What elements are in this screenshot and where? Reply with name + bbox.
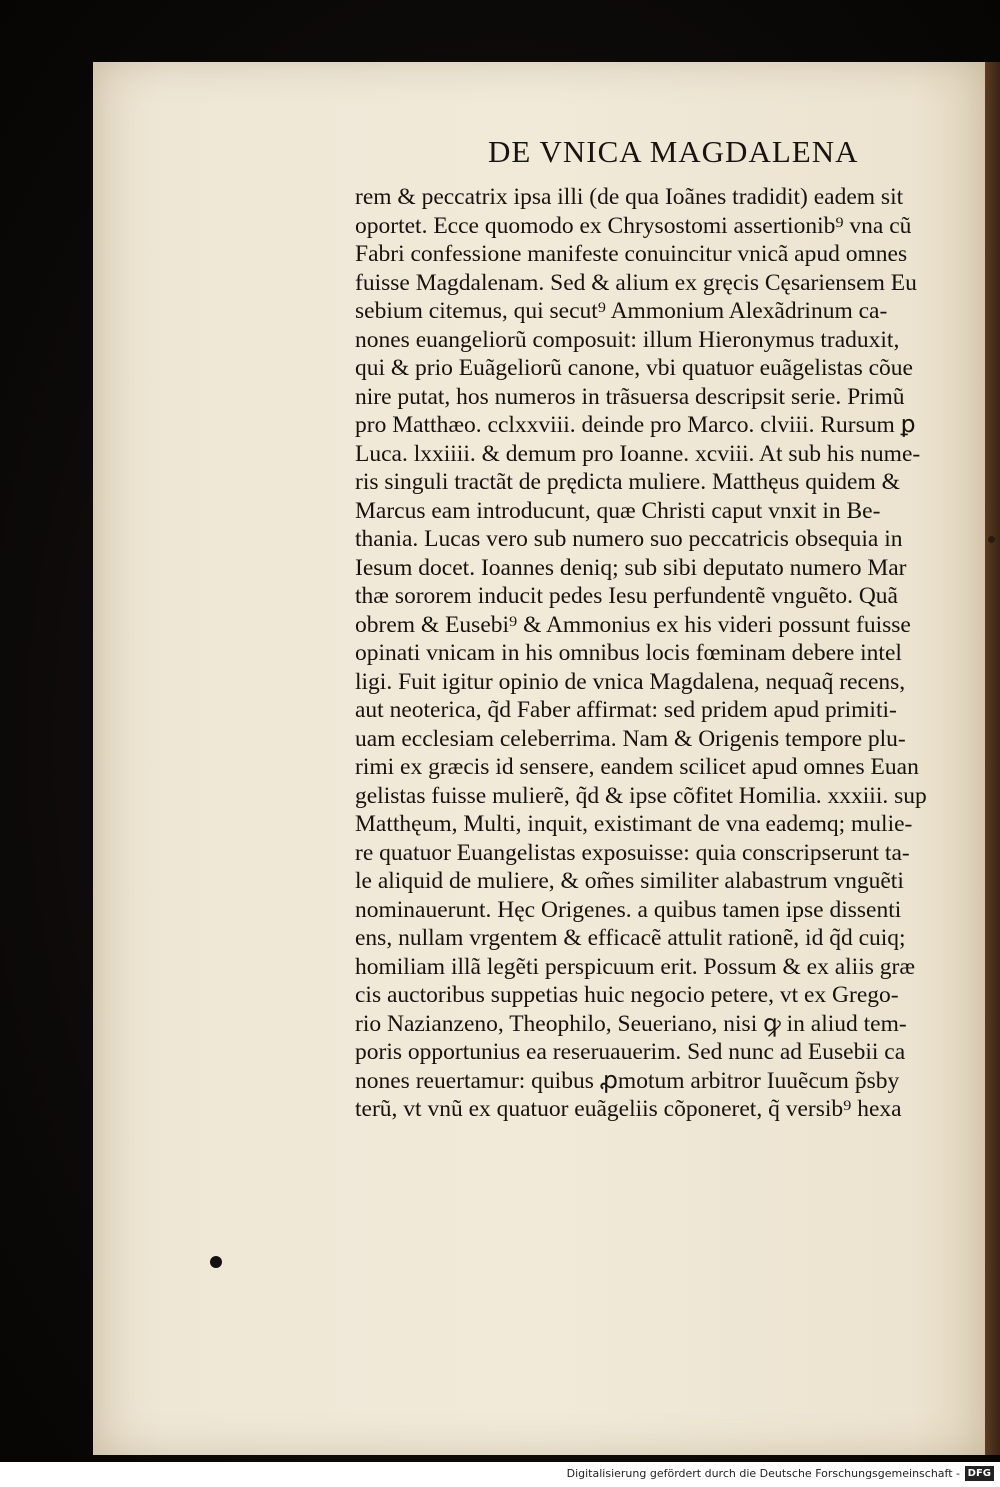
text-line: thæ sororem inducit pedes Iesu perfundentẽ vnguẽto. Quã — [355, 583, 898, 609]
text-line: sebium citemus, qui secut⁹ Ammonium Alexãdrinum ca- — [355, 298, 888, 324]
text-line: pro Matthæo. cclxxviii. deinde pro Marco. clviii. Rursum ꝑ — [355, 412, 916, 438]
text-line: rem & peccatrix ipsa illi (de qua Ioãnes tradidit) eadem sit — [355, 184, 904, 210]
text-line: opinati vnicam in his omnibus locis fœminam debere intel — [355, 640, 902, 666]
text-line: obrem & Eusebi⁹ & Ammonius ex his videri possunt fuisse — [355, 611, 911, 638]
text-line: Marcus eam introducunt, quæ Christi caput vnxit in Be- — [355, 497, 881, 524]
footer-credit: Digitalisierung gefördert durch die Deutsche Forschungsgemeinschaft - — [566, 1467, 960, 1480]
running-header: DE VNICA MAGDALENA — [488, 134, 859, 169]
text-line: nones euangeliorũ composuit: illum Hieronymus traduxit, — [355, 326, 900, 353]
edge-ink-dot — [988, 536, 995, 543]
text-line: cis auctoribus suppetias huic negocio petere, vt ex Grego- — [355, 982, 899, 1008]
text-line: homiliam illã legẽti perspicuum erit. Possum & ex aliis græ — [355, 953, 916, 980]
text-line: Iesum docet. Ioannes deniq; sub sibi deputato numero Mar — [355, 554, 907, 581]
text-line: thania. Lucas vero sub numero suo peccatricis obsequia in — [355, 526, 903, 552]
text-line: qui & prio Euãgeliorũ canone, vbi quatuor euãgelistas cõue — [355, 355, 913, 381]
dfg-logo-icon: DFG — [965, 1466, 994, 1481]
text-line: Luca. lxxiiii. & demum pro Ioanne. xcviii. At sub his nume- — [355, 440, 921, 467]
ink-dot — [210, 1256, 222, 1268]
text-line: aut neoterica, q̃d Faber affirmat: sed pridem apud primiti- — [355, 697, 897, 723]
text-line: Matthęum, Multi, inquit, existimant de vna eademq; mulie- — [355, 811, 913, 837]
text-line: oportet. Ecce quomodo ex Chrysostomi assertionib⁹ vna cũ — [355, 212, 912, 239]
text-line: Fabri confessione manifeste conuincitur vnicã apud omnes — [355, 241, 908, 267]
text-line: rimi ex græcis id sensere, eandem scilicet apud omnes Euan — [355, 754, 919, 780]
text-line: nominauerunt. Hęc Origenes. a quibus tamen ipse dissenti — [355, 896, 902, 923]
text-line: nire putat, hos numeros in trãsuersa descripsit serie. Primũ — [355, 383, 905, 410]
text-line: ligi. Fuit igitur opinio de vnica Magdalena, nequaq̃ recens, — [355, 668, 906, 695]
text-line: rio Nazianzeno, Theophilo, Seueriano, nisi ꝙ in aliud tem- — [355, 1010, 907, 1037]
text-line: terũ, vt vnũ ex quatuor euãgeliis cõponeret, q̃ versib⁹ hexa — [355, 1096, 902, 1122]
binding-edge — [985, 62, 1000, 1455]
text-line: le aliquid de muliere, & om̃es similiter alabastrum vnguẽti — [355, 868, 904, 894]
digitization-footer — [0, 1462, 1000, 1487]
text-line: poris opportunius ea reseruauerim. Sed nunc ad Eusebii ca — [355, 1039, 906, 1065]
text-line: ens, nullam vrgentem & efficacẽ attulit rationẽ, id q̃d cuiq; — [355, 925, 906, 951]
text-line: gelistas fuisse mulierẽ, q̃d & ipse cõfitet Homilia. xxxiii. sup — [355, 782, 927, 809]
text-line: re quatuor Euangelistas exposuisse: quia conscripserunt ta- — [355, 839, 910, 866]
text-line: nones reuertamur: quibus ꝓmotum arbitror Iuuẽcum p̃sby — [355, 1067, 900, 1094]
body-text — [355, 183, 955, 1124]
text-line: uam ecclesiam celeberrima. Nam & Origenis tempore plu- — [355, 725, 906, 752]
text-line: ris singuli tractãt de prędicta muliere. Matthęus quidem & — [355, 469, 900, 495]
text-line: fuisse Magdalenam. Sed & alium ex gręcis Cęsariensem Eu — [355, 269, 917, 296]
